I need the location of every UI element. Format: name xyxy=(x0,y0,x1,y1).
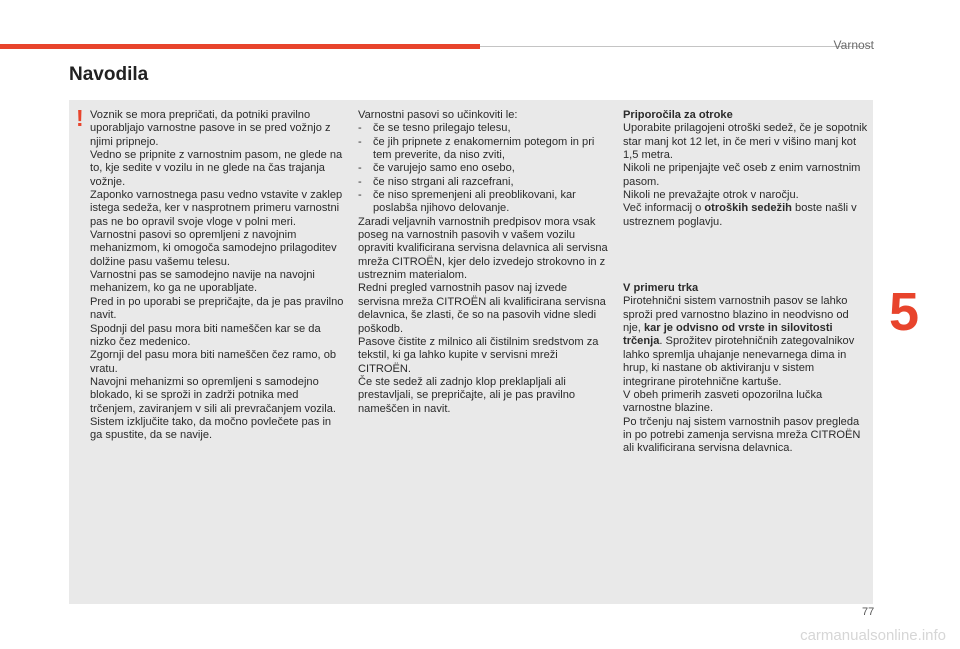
paragraph: Pasove čistite z milnico ali čistilnim sredstvom za tekstil, ki ga lahko kupite v servisni mreži CITROËN. xyxy=(358,335,599,375)
column-children-and-impact xyxy=(623,109,869,456)
paragraph: Varnostni pasovi so opremljeni z navojnim mehanizmom, ki omogoča samodejno prilagoditev dolžine pasu vašemu telesu. xyxy=(90,229,337,268)
paragraph: Nikoli ne pripenjajte več oseb z enim varnostnim pasom. xyxy=(623,162,861,188)
header-accent-bar xyxy=(0,44,480,49)
paragraph: Nikoli ne prevažajte otrok v naročju. xyxy=(623,189,799,202)
impact-heading: V primeru trka xyxy=(623,282,699,295)
paragraph: Pred in po uporabi se prepričajte, da je pas pravilno navit. xyxy=(90,295,344,322)
paragraph: Zaradi veljavnih varnostnih predpisov mora vsak poseg na varnostnih pasovih v vašem vozilu opraviti kvalificirana servisna delavnica ali servisna mreža CITROËN, kjer delo izvedejo strokovno in z ustreznim materialom. xyxy=(358,215,608,282)
paragraph: Zaponko varnostnega pasu vedno vstavite v zaklep istega sedeža, ker v nasprotnem primeru varnostni pas ne bo opravil svoje vloge v polni meri. xyxy=(90,189,343,228)
list-item: - če niso spremenjeni ali preoblikovani, kar poslabša njihovo delovanje. xyxy=(358,189,576,215)
list-item: - če niso strgani ali razcefrani, xyxy=(358,175,514,188)
more-info-paragraph: Več informacij o otroških sedežih boste našli v ustreznem poglavju. xyxy=(623,202,857,228)
paragraph: Varnostni pas se samodejno navije na navojni mehanizem, ko ga ne uporabljate. xyxy=(90,269,315,295)
paragraph: V obeh primerih zasveti opozorilna lučka varnostne blazine. xyxy=(623,388,823,415)
page-title: Navodila xyxy=(69,64,149,85)
footer-watermark: carmanualsonline.info xyxy=(800,627,946,644)
paragraph: Spodnji del pasu mora biti nameščen kar se da nizko čez medenico. xyxy=(90,322,321,348)
paragraph: Zgornji del pasu mora biti nameščen čez ramo, ob vratu. xyxy=(90,349,337,375)
list-item: - če varujejo samo eno osebo, xyxy=(358,162,515,175)
list-item: - če se tesno prilegajo telesu, xyxy=(358,122,511,135)
impact-paragraph: Pirotehnični sistem varnostnih pasov se lahko sproži pred varnostno blazino in neodvisno od nje, kar je odvisno od vrste in silovitosti trčenja. Sprožitev pirotehničnih zategovalnikov lahko spremlja uhajanje nenevarnega dima in hrup, ki nastane ob aktiviranju v sistem integrirane pirotehnične kartuše. xyxy=(623,295,855,388)
column-belt-effectiveness xyxy=(358,109,608,416)
column-driver-instructions xyxy=(90,109,344,443)
children-heading: Priporočila za otroke xyxy=(623,109,733,121)
chapter-number: 5 xyxy=(889,282,920,342)
paragraph: Po trčenju naj sistem varnostnih pasov pregleda in po potrebi zamenja servisna mreža CITROËN ali kvalificirana servisna delavnica. xyxy=(623,415,861,455)
paragraph: Navojni mehanizmi so opremljeni s samodejno blokado, ki se sproži in zadrži potnika med trčenjem, zaviranjem v sili ali prevračanjem vozila. Sistem izključite tako, da močno povlečete pas in ga spustite, da se navije. xyxy=(90,375,336,442)
paragraph: Voznik se mora prepričati, da potniki pravilno uporabljajo varnostne pasove in se pred vožnjo z njimi pripnejo. xyxy=(90,109,331,148)
paragraph: Redni pregled varnostnih pasov naj izvede servisna mreža CITROËN ali kvalificirana servisna delavnica, še zlasti, če so na pasovih vidne sledi poškodb. xyxy=(358,282,606,335)
paragraph: Vedno se pripnite z varnostnim pasom, ne glede na to, kje sedite v vozilu in ne glede na čas trajanja vožnje. xyxy=(90,149,343,188)
section-name: Varnost xyxy=(833,38,874,52)
paragraph: Če ste sedež ali zadnjo klop preklapljali ali prestavljali, se prepričajte, ali je pas pravilno nameščen in navit. xyxy=(358,375,576,415)
intro-line: Varnostni pasovi so učinkoviti le: xyxy=(358,109,518,121)
page-number: 77 xyxy=(862,606,875,618)
header-divider xyxy=(480,46,872,47)
paragraph: Uporabite prilagojeni otroški sedež, če je sopotnik star manj kot 12 let, in če meri v višino manj kot 1,5 metra. xyxy=(623,122,868,162)
list-item: - če jih pripnete z enakomernim potegom in pri tem preverite, da niso zviti, xyxy=(358,135,595,162)
warning-icon: ! xyxy=(76,105,84,131)
